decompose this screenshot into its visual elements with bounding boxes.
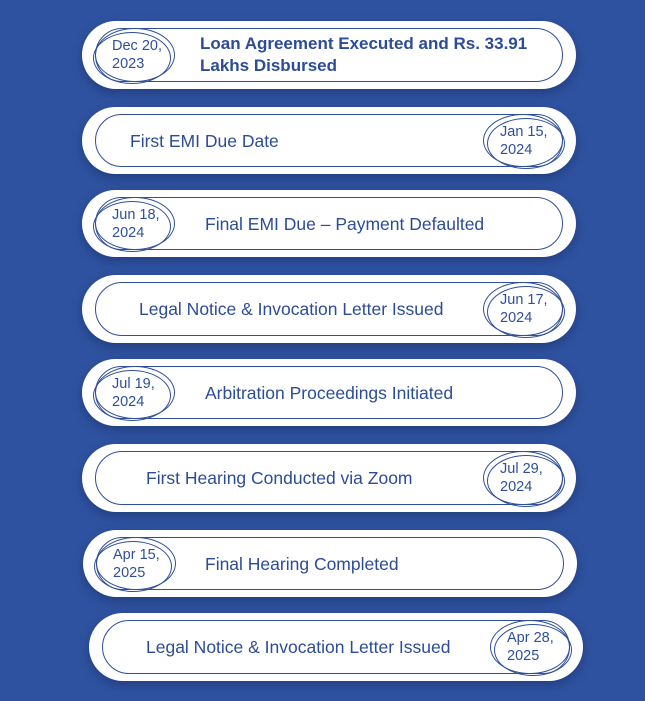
- event-label: Legal Notice & Invocation Letter Issued: [139, 299, 444, 319]
- date-badge: [490, 620, 570, 674]
- date-ring: [93, 32, 171, 84]
- date-ring: [94, 541, 172, 592]
- event-frame: [96, 537, 564, 590]
- date-ring: [93, 201, 171, 252]
- date-year: 2024: [500, 479, 533, 495]
- event-label: Final EMI Due – Payment Defaulted: [205, 213, 485, 234]
- event-frame: [102, 620, 570, 674]
- date-year: 2023: [112, 56, 145, 72]
- date-month-day: Jan 15,: [500, 123, 548, 140]
- event-label: First Hearing Conducted via Zoom: [146, 468, 413, 488]
- date-badge: [95, 28, 175, 82]
- event-label: First EMI Due Date: [130, 130, 279, 151]
- event-frame: [95, 197, 563, 250]
- timeline-event-1: [82, 21, 576, 89]
- timeline-event-7: [83, 530, 577, 597]
- date-badge: [95, 366, 175, 419]
- date-badge: [95, 197, 175, 250]
- event-frame: [95, 366, 563, 419]
- event-frame: [95, 28, 563, 82]
- date-ring: [93, 370, 171, 421]
- date-month-day: Jul 19,: [112, 375, 155, 392]
- date-ring: [487, 118, 565, 169]
- date-badge: [483, 282, 563, 336]
- date-month-day: Jul 29,: [500, 461, 543, 477]
- date-month-day: Jun 17,: [500, 292, 548, 308]
- date-badge: [96, 537, 176, 590]
- event-label: [200, 29, 527, 81]
- event-label-line-1: Loan Agreement Executed and Rs. 33.91: [200, 34, 528, 53]
- date-ring: [487, 455, 565, 507]
- event-label-line-2: Lakhs Disbursed: [200, 56, 337, 75]
- date-month-day: Apr 15,: [113, 546, 160, 563]
- date-year: 2025: [113, 564, 146, 581]
- date-month-day: Jun 18,: [112, 206, 160, 223]
- date-year: 2024: [112, 393, 145, 410]
- date-badge: [483, 114, 563, 167]
- date-month-day: Apr 28,: [507, 630, 554, 646]
- event-label: Final Hearing Completed: [205, 553, 399, 574]
- date-year: 2025: [507, 648, 540, 664]
- date-badge: [483, 451, 563, 505]
- date-month-day: Dec 20,: [112, 38, 162, 54]
- timeline-event-2: [82, 107, 576, 174]
- timeline-event-5: [82, 359, 576, 426]
- timeline-event-6: [82, 444, 576, 512]
- timeline-event-4: [82, 275, 576, 343]
- timeline-event-3: [82, 190, 576, 257]
- event-frame: [95, 114, 563, 167]
- date-ring: [494, 624, 572, 676]
- event-label: Arbitration Proceedings Initiated: [205, 382, 454, 403]
- event-label: Legal Notice & Invocation Letter Issued: [146, 637, 451, 657]
- date-year: 2024: [500, 310, 533, 326]
- event-frame: [95, 282, 563, 336]
- date-ring: [487, 286, 565, 338]
- timeline-event-8: [89, 613, 583, 681]
- event-frame: [95, 451, 563, 505]
- date-year: 2024: [112, 224, 145, 241]
- date-year: 2024: [500, 141, 533, 158]
